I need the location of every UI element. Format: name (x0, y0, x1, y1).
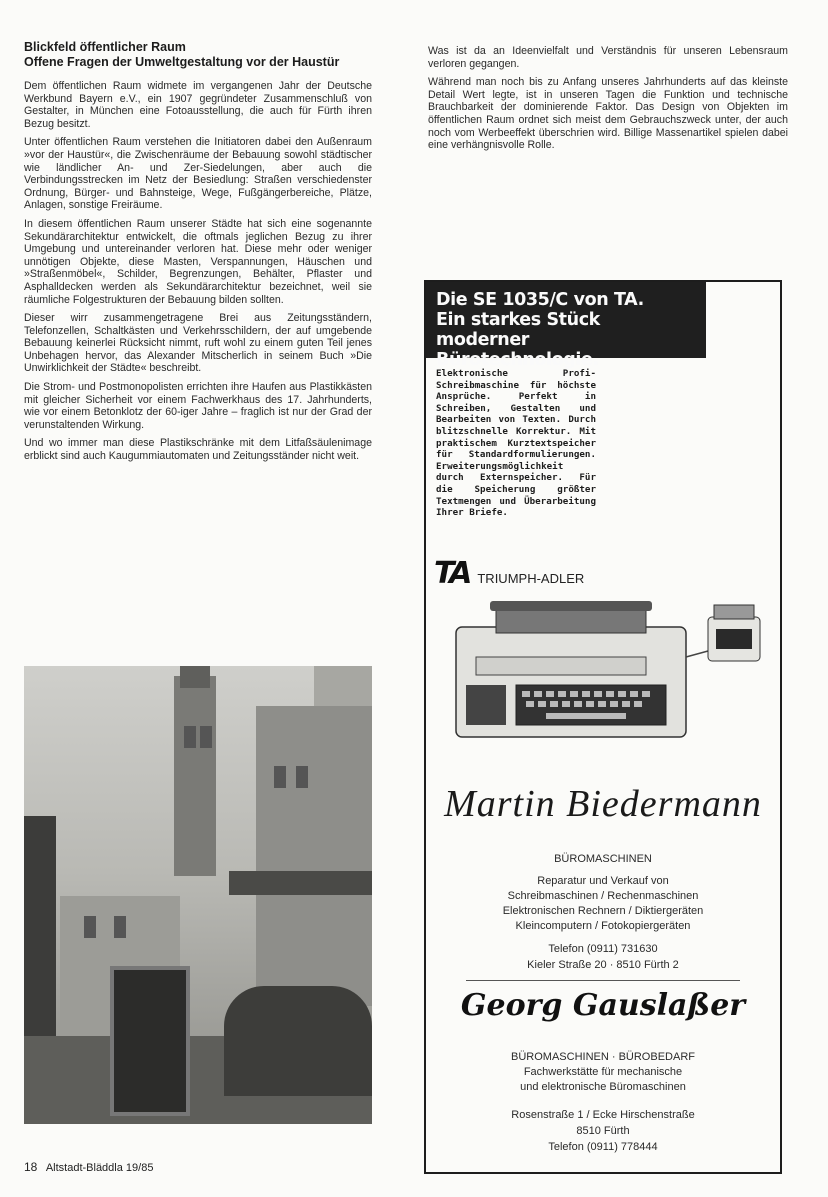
page-footer (24, 1160, 153, 1174)
page-number: 18 (24, 1160, 38, 1174)
ad-headline (426, 282, 706, 370)
article-left-column (24, 40, 372, 469)
ad-headline-line3: Bürotechnologie. (436, 350, 599, 370)
advertising-kiosk-shape (110, 966, 190, 1116)
dealer1-phone: Telefon (0911) 731630 (548, 943, 658, 955)
article-right-column (428, 45, 788, 158)
crowd-shape (224, 986, 372, 1096)
ad-headline-line2: Ein starkes Stück moderner (436, 310, 600, 350)
triumph-adler-logo (434, 556, 584, 591)
window-shape (274, 766, 286, 788)
awning-shape (229, 871, 372, 895)
divider (466, 980, 740, 981)
window-shape (84, 916, 96, 938)
street-photo (24, 666, 372, 1124)
ad-headline-box (426, 282, 706, 370)
dealer1-service-line: Reparatur und Verkauf von (537, 875, 669, 887)
dealer2-category: BÜROMASCHINEN · BÜROBEDARF (511, 1051, 695, 1063)
publication-name: Altstadt-Bläddla 19/85 (45, 1162, 154, 1174)
clock-tower-shape (174, 676, 216, 876)
article-paragraph: Unter öffentlichen Raum verstehen die Initiatoren dabei den Außenraum »vor der Haustür«, die Zwischenräume der Bebauung sowohl städtischer wie ländlicher An- und Zer-Siedelungen, aber auch die Verbindungsstrecken im Netz der Besiedlung: Straßen verschiedenster Ordnung, Bürger- und Bahnsteige, Wege, Fußgängerbereiche, Plätze, Anlagen, sonstige Freiräume. (24, 136, 372, 212)
tower-top-shape (180, 666, 210, 688)
dealer2-service-line: und elektronische Büromaschinen (520, 1081, 686, 1093)
advertisement (424, 280, 782, 1174)
dealer1-service-line: Schreibmaschinen / Rechenmaschinen (507, 890, 699, 902)
dealer2-city: 8510 Fürth (576, 1125, 630, 1137)
brand-name: TRIUMPH-ADLER (477, 571, 585, 586)
dealer2-name: Georg Gauslaßer (460, 988, 746, 1023)
dealer1-service-line: Kleincomputern / Fotokopiergeräten (515, 920, 691, 932)
article-paragraph: Was ist da an Ideenvielfalt und Verständnis für unseren Lebensraum verloren gegangen. (428, 45, 788, 70)
dealer1-service-line: Elektronischen Rechnern / Diktiergeräten (502, 905, 704, 917)
dealer1-name: Martin Biedermann (444, 783, 762, 825)
window-shape (200, 726, 212, 748)
dealer2-address: Rosenstraße 1 / Ecke Hirschenstraße (511, 1109, 695, 1121)
ta-logo-mark: TA (434, 556, 470, 591)
article-paragraph: Und wo immer man diese Plastikschränke mit dem Litfaßsäulenimage erblickt sind auch Kaugummiautomaten und Zeitungsständer nicht weit. (24, 437, 372, 463)
article-title-line1: Blickfeld öffentlicher Raum (24, 40, 186, 54)
dealer1-category: BÜROMASCHINEN (554, 853, 652, 865)
dealer1-address: Kieler Straße 20 · 8510 Fürth 2 (527, 959, 679, 971)
article-paragraph: Dieser wirr zusammengetragene Brei aus Zeitungsständern, Telefonzellen, Schaltkästen und Verkehrsschildern, der auf umgebende Bebauung keinerlei Rücksicht nimmt, ruft wohl zu einem guten Teil jenes Unbehagen hervor, das Alexander Mitscherlich in seinem Buch »Die Unwirklichkeit der Städte« beschreibt. (24, 312, 372, 375)
window-shape (296, 766, 308, 788)
dealer2-phone: Telefon (0911) 778444 (548, 1141, 658, 1153)
article-paragraph: Während man noch bis zu Anfang unseres Jahrhunderts auf das kleinste Detail Wert legte, ist in unseren Tagen die Funktion und technische Brauchbarkeit der dominierende Faktor. Das Design von Objekten im öffentlichen Raum ordnet sich meist dem Gebrauchszweck unter, der auch noch vom Werbeeffekt überschrien wird. Billige Massenartikel spielen dabei eine verhängnisvolle Rolle. (428, 76, 788, 152)
ad-headline-line1: Die SE 1035/C von TA. (436, 290, 644, 310)
article-title-line2: Offene Fragen der Umweltgestaltung vor der Haustür (24, 55, 340, 69)
article-paragraph: Dem öffentlichen Raum widmete im vergangenen Jahr der Deutsche Werkbund Bayern e.V., ein 1907 gegründeter Zusammenschluß von Gestalter, in München eine Fotoausstellung, die auch für Fürth ihren Bezug besitzt. (24, 80, 372, 130)
window-shape (114, 916, 126, 938)
article-paragraph: Die Strom- und Postmonopolisten errichten ihre Haufen aus Plastikkästen mit gleicher Sicherheit vor einem Fachwerkhaus des 17. Jahrhunderts, wie vor einem Betonklotz der 60-iger Jahre – fraglich ist nur der Grad der verunstaltenden Wirkung. (24, 381, 372, 431)
dealer2-service-line: Fachwerkstätte für mechanische (523, 1066, 683, 1078)
article-paragraph: In diesem öffentlichen Raum unserer Städte hat sich eine sogenannte Sekundärarchitektur entwickelt, die oftmals jeglichen Bezug zu ihrer Umgebung und untereinander verloren hat. Diese mehr oder weniger unnötigen Objekte, diese Masten, Verspannungen, Häuschen und »Straßenmöbel«, Schilder, Begrenzungen, Behälter, Pflaster und Asphalldecken werden als Sekundärarchitektur bezeichnet, weil sie räumliche Folgestrukturen der Bebauung bilden sollten. (24, 217, 372, 306)
typewriter-illustration (446, 597, 766, 767)
window-shape (184, 726, 196, 748)
ad-copy-text: Elektronische Profi-Schreibmaschine für höchste Ansprüche. Perfekt in Schreiben, Gestalten und Bearbeiten von Texten. Durch blitzschnelle Korrektur. Mit praktischem Kurztextspeicher für Standardformulierungen. Erweiterungsmöglichkeit durch Externspeicher. Für die Speicherung größter Textmengen und Überarbeitung Ihrer Briefe. (436, 368, 596, 519)
article-title (24, 40, 372, 70)
building-shape (256, 706, 372, 1006)
